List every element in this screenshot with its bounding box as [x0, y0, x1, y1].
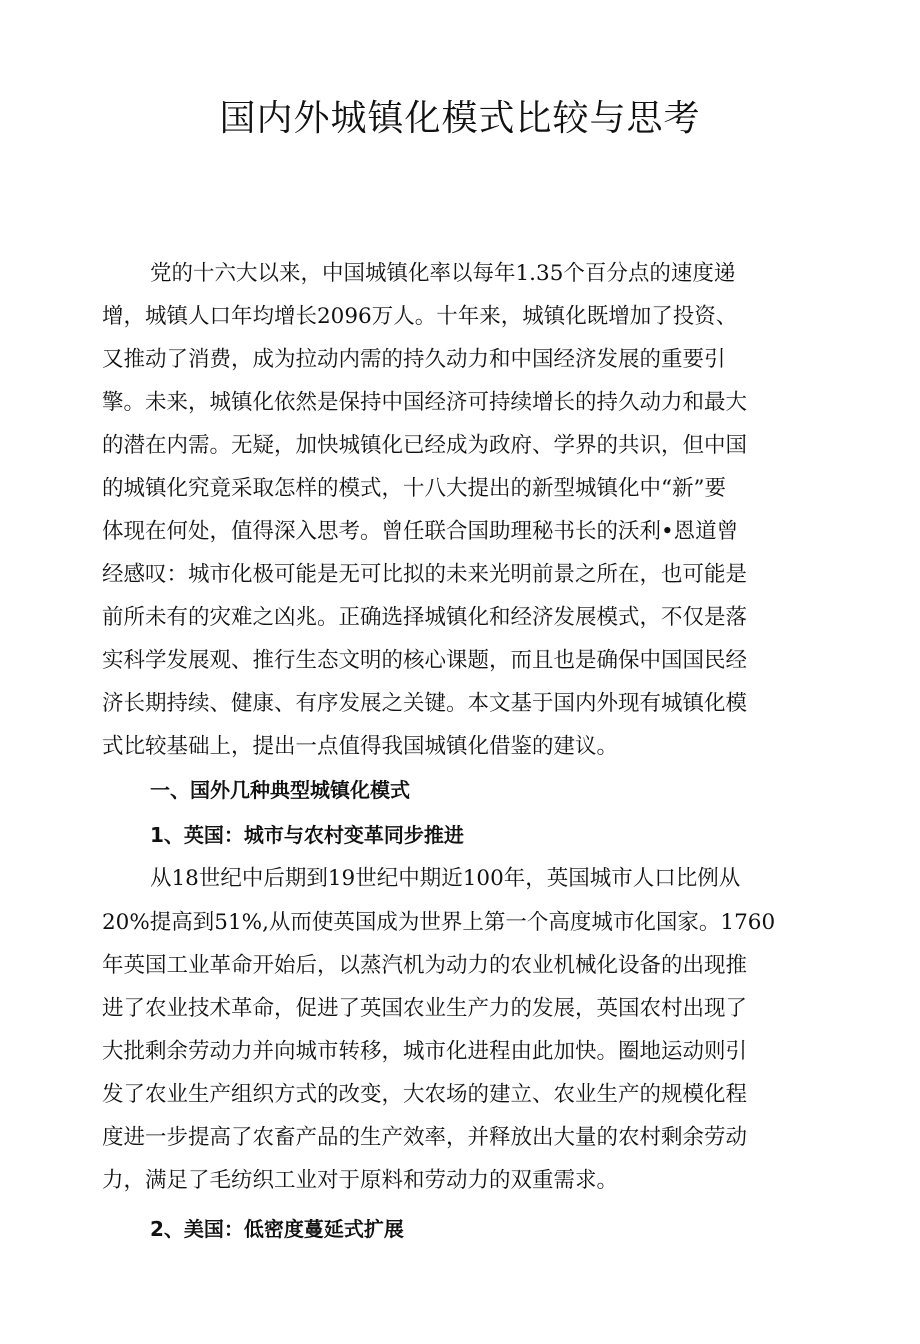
body-line: 发了农业生产组织方式的改变，大农场的建立、农业生产的规模化程: [102, 1082, 748, 1107]
intro-line: 擎。未来，城镇化依然是保持中国经济可持续增长的持久动力和最大: [102, 390, 748, 415]
intro-line: 实科学发展观、推行生态文明的核心课题，而且也是确保中国国民经: [102, 648, 748, 673]
intro-line: 前所未有的灾难之凶兆。正确选择城镇化和经济发展模式，不仅是落: [102, 605, 748, 630]
intro-line: 体现在何处，值得深入思考。曾任联合国助理秘书长的沃利•恩道曾: [102, 519, 739, 544]
body-line: 力，满足了毛纺织工业对于原料和劳动力的双重需求。: [102, 1168, 619, 1193]
intro-line: 党的十六大以来，中国城镇化率以每年1.35个百分点的速度递: [150, 261, 736, 286]
body-line: 度进一步提高了农畜产品的生产效率，并释放出大量的农村剩余劳动: [102, 1125, 748, 1150]
intro-line: 的潜在内需。无疑，加快城镇化已经成为政府、学界的共识，但中国: [102, 433, 748, 458]
intro-line: 济长期持续、健康、有序发展之关键。本文基于国内外现有城镇化模: [102, 691, 748, 716]
intro-line: 又推动了消费，成为拉动内需的持久动力和中国经济发展的重要引: [102, 347, 726, 372]
section-heading: 一、国外几种典型城镇化模式: [150, 778, 410, 802]
intro-line: 式比较基础上，提出一点值得我国城镇化借鉴的建议。: [102, 734, 619, 759]
body-line: 20%提高到51%,从而使英国成为世界上第一个高度城市化国家。1760: [102, 910, 776, 935]
subsection-heading: 1、英国：城市与农村变革同步推进: [150, 823, 464, 847]
body-line: 从18世纪中后期到19世纪中期近100年，英国城市人口比例从: [150, 866, 741, 891]
body-line: 年英国工业革命开始后，以蒸汽机为动力的农业机械化设备的出现推: [102, 953, 748, 978]
intro-line: 的城镇化究竟采取怎样的模式，十八大提出的新型城镇化中“新”要: [102, 476, 726, 501]
document-title: 国内外城镇化模式比较与思考: [219, 98, 701, 139]
body-line: 进了农业技术革命，促进了英国农业生产力的发展，英国农村出现了: [102, 996, 748, 1021]
intro-line: 增，城镇人口年均增长2096万人。十年来，城镇化既增加了投资、: [102, 304, 738, 329]
intro-line: 经感叹：城市化极可能是无可比拟的未来光明前景之所在，也可能是: [102, 562, 748, 587]
subsection-heading: 2、美国：低密度蔓延式扩展: [150, 1217, 404, 1241]
body-line: 大批剩余劳动力并向城市转移，城市化进程由此加快。圈地运动则引: [102, 1039, 748, 1064]
